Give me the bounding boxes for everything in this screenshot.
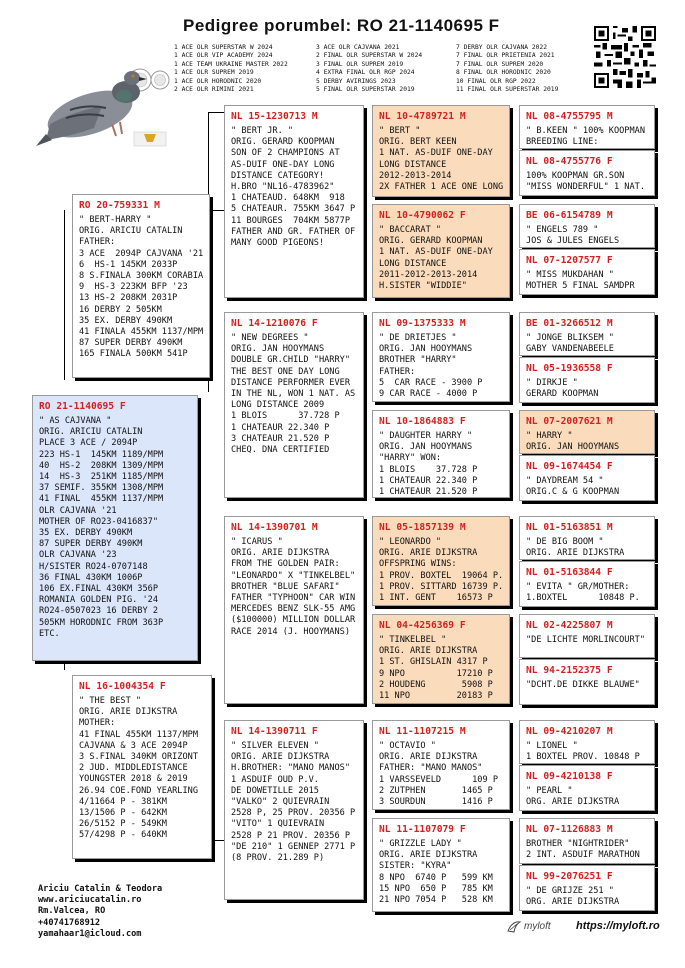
card-line: " BERT JR. " bbox=[231, 126, 294, 136]
ring-number: NL 16-1004354 F bbox=[79, 681, 166, 692]
card-line: ORIG. ARIE DIJKSTRA bbox=[231, 548, 330, 559]
card-line: 1 NAT. AS-DUIF ONE-DAY bbox=[379, 247, 493, 258]
pedigree-card-g4-2[interactable] bbox=[372, 204, 510, 298]
card-line: " OCTAVIO " bbox=[379, 741, 436, 751]
ring-number: NL 94-2152375 F bbox=[526, 665, 613, 676]
card-line: 13/1506 P - 642KM bbox=[79, 808, 167, 819]
card-line: ORIG. GERARD KOOPMAN bbox=[231, 137, 335, 148]
card-line: " MISS MUKDAHAN " bbox=[526, 270, 614, 280]
cup-logo-icon bbox=[134, 132, 166, 146]
pedigree-card-g5-4[interactable] bbox=[519, 249, 655, 295]
card-line: 2X FATHER 1 ACE ONE LONG bbox=[379, 182, 504, 193]
pedigree-card-g4-5[interactable] bbox=[372, 516, 510, 606]
card-line: 8 S.FINALA 300KM CORABIA bbox=[79, 271, 204, 282]
card-line: " DE GRIJZE 251 " bbox=[526, 886, 614, 896]
card-line: " AS CAJVANA " bbox=[39, 416, 112, 426]
card-line: ORG. ARIE DIJKSTRA bbox=[526, 897, 620, 908]
pedigree-card-g5-14[interactable] bbox=[519, 765, 655, 811]
owner-website[interactable]: www.ariciucatalin.ro bbox=[38, 895, 142, 906]
card-line: 1.BOXTEL 10848 P. bbox=[526, 593, 640, 604]
pedigree-card-g5-13[interactable] bbox=[519, 720, 655, 764]
card-line: " DE BIG BOOM " bbox=[526, 537, 604, 547]
achievement: 1 ACE OLR SUPREM 2019 bbox=[174, 69, 254, 77]
ring-number: NL 14-1390711 F bbox=[231, 726, 318, 737]
card-line: " JONGE BLIKSEM " bbox=[526, 333, 614, 343]
card-line: " TINKELBEL " bbox=[379, 635, 447, 645]
card-line: " DAUGHTER HARRY " bbox=[379, 431, 473, 441]
card-line: 11 BOURGES 704KM 5877P bbox=[231, 215, 350, 226]
owner-phone[interactable]: +40741768912 bbox=[38, 917, 101, 928]
card-line: 21 NPO 7054 P 528 KM bbox=[379, 895, 493, 906]
card-line: 3 ACE 2094P CAJVANA '21 bbox=[79, 248, 204, 259]
card-line: " ENGELS 789 " bbox=[526, 225, 599, 235]
owner-contact bbox=[38, 884, 162, 940]
card-line: 36 FINAL 430KM 1006P bbox=[39, 572, 143, 583]
card-line: " BERT-HARRY " bbox=[79, 215, 152, 225]
card-line: 1 BOXTEL PROV. 10848 P bbox=[526, 752, 640, 763]
pedigree-card-g4-1[interactable] bbox=[372, 105, 510, 197]
card-line: " GRIZZLE LADY " bbox=[379, 839, 462, 849]
ring-number: NL 05-1857139 M bbox=[379, 522, 466, 533]
card-line: " LEONARDO " bbox=[379, 537, 442, 547]
card-line: ORIG.C & G KOOPMAN bbox=[526, 487, 620, 498]
ring-number: NL 07-1126883 M bbox=[526, 824, 613, 835]
achievement: 11 FINAL OLR SUPERSTAR 2019 bbox=[456, 86, 559, 94]
pedigree-card-g5-9[interactable] bbox=[519, 516, 655, 560]
card-line: GABY VANDENABEELE bbox=[526, 344, 614, 355]
achievement: 2 ACE OLR RIMINI 2021 bbox=[174, 86, 254, 94]
card-line: " B.KEEN " 100% KOOPMAN bbox=[526, 126, 645, 136]
ring-number: BE 01-3266512 M bbox=[526, 318, 613, 329]
achievement: 8 FINAL OLR HORODNIC 2020 bbox=[456, 69, 551, 77]
card-line: 35 EX. DERBY 490KM bbox=[39, 528, 133, 539]
card-line: 223 HS-1 145KM 1189/MPM bbox=[39, 449, 164, 460]
card-line: 40 HS-2 208KM 1309/MPM bbox=[39, 460, 164, 471]
card-line: 1 PROV. BOXTEL 19064 P. bbox=[379, 570, 504, 581]
ring-number: NL 08-4755795 M bbox=[526, 111, 613, 122]
card-line: H.BRO "NL16-4783962" bbox=[231, 182, 335, 193]
card-line: 1 BLOIS 37.728 P bbox=[379, 464, 478, 475]
card-line: FROM THE GOLDEN PAIR: bbox=[231, 559, 340, 570]
card-line: 9 CAR RACE - 4000 P bbox=[379, 389, 478, 400]
card-line: SON OF 2 CHAMPIONS AT bbox=[231, 148, 340, 159]
pedigree-card-subject[interactable] bbox=[32, 395, 198, 661]
pedigree-card-g4-3[interactable] bbox=[372, 312, 510, 402]
ring-number: RO 20-759331 M bbox=[79, 200, 160, 211]
card-line: JOS & JULES ENGELS bbox=[526, 236, 620, 247]
card-line: SISTER: "KYRA" bbox=[379, 861, 452, 872]
card-line: GERARD KOOPMAN bbox=[526, 389, 599, 400]
card-line: YOUNGSTER 2018 & 2019 bbox=[79, 774, 188, 785]
card-line: 15 NPO 650 P 785 KM bbox=[379, 883, 493, 894]
card-line: 3 S.FINAL 340KM ORIZONT bbox=[79, 752, 198, 763]
card-line: BROTHER "NIGHTRIDER" bbox=[526, 839, 630, 849]
pedigree-card-father[interactable] bbox=[72, 194, 210, 378]
ring-number: NL 10-4789721 M bbox=[379, 111, 466, 122]
achievements-col-3 bbox=[456, 44, 558, 94]
card-line: ($100000) MILLION DOLLAR bbox=[231, 615, 356, 626]
card-line: " THE BEST " bbox=[79, 696, 142, 706]
pedigree-card-g5-10[interactable] bbox=[519, 561, 655, 607]
card-line: ORIG. JAN HOOYMANS bbox=[526, 442, 620, 453]
ring-number: NL 07-2007621 M bbox=[526, 416, 613, 427]
card-line: "DE LICHTE MORLINCOURT" bbox=[526, 635, 645, 645]
card-line: 100% KOOPMAN GR.SON bbox=[526, 171, 625, 181]
achievement: 1 ACE OLR VIP ACADEMY 2024 bbox=[174, 52, 273, 60]
ring-number: RO 21-1140695 F bbox=[39, 401, 126, 412]
brand-name: myloft bbox=[524, 921, 551, 932]
card-line: 41 FINALA 455KM 1137/MPM bbox=[79, 327, 204, 338]
card-line: MANY GOOD PIGEONS! bbox=[231, 238, 325, 249]
card-line: LONG DISTANCE bbox=[379, 159, 447, 170]
achievement: 5 FINAL OLR SUPERSTAR 2019 bbox=[316, 86, 415, 94]
card-line: 9 NPO 17210 P bbox=[379, 668, 493, 679]
ring-number: NL 10-4790062 F bbox=[379, 210, 466, 221]
pedigree-card-g4-4[interactable] bbox=[372, 410, 510, 498]
card-line: 14 HS-3 251KM 1185/MPM bbox=[39, 472, 164, 483]
card-line: " DIRKJE " bbox=[526, 378, 578, 388]
card-line: MOTHER 5 FINAL SAMDPR bbox=[526, 281, 635, 292]
card-line: 8 NPO 6740 P 599 KM bbox=[379, 872, 493, 883]
card-line: 3 SOURDUN 1416 P bbox=[379, 797, 493, 808]
card-line: 37 SEMIF. 355KM 1308/MPM bbox=[39, 483, 164, 494]
card-line: 1 NAT. AS-DUIF ONE-DAY bbox=[379, 148, 493, 159]
card-line: MOTHER: bbox=[79, 718, 116, 729]
card-line: 4/11664 P - 381KM bbox=[79, 796, 167, 807]
ring-number: NL 08-4755776 F bbox=[526, 156, 613, 167]
ring-number: NL 14-1390701 M bbox=[231, 522, 318, 533]
card-line: 505KM HORODNIC FROM 363P bbox=[39, 617, 164, 628]
pedigree-card-g5-7[interactable] bbox=[519, 410, 655, 454]
pedigree-card-g5-12[interactable] bbox=[519, 659, 655, 705]
card-line: OFFSPRING WINS: bbox=[379, 559, 457, 570]
card-line: ORIG. BERT KEEN bbox=[379, 137, 457, 148]
card-line: "MISS WONDERFUL" 1 NAT. bbox=[526, 182, 645, 193]
card-line: ORIG. GERARD KOOPMAN bbox=[379, 236, 483, 247]
achievement: 4 EXTRA FINAL OLR RGP 2024 bbox=[316, 69, 415, 77]
card-line: 2 HOUDENG 5908 P bbox=[379, 679, 493, 690]
card-line: 1 ST. GHISLAIN 4317 P bbox=[379, 657, 488, 668]
pedigree-card-mm[interactable] bbox=[224, 720, 364, 900]
card-line: 87 SUPER DERBY 490KM bbox=[39, 539, 143, 550]
card-line: "HARRY" WON: bbox=[379, 453, 442, 464]
ring-number: NL 01-5163851 M bbox=[526, 522, 613, 533]
brand-url[interactable]: https://myloft.ro bbox=[576, 920, 660, 932]
achievement: 1 ACE TEAM UKRAINE MASTER 2022 bbox=[174, 60, 288, 68]
card-line: LONG DISTANCE bbox=[379, 258, 447, 269]
card-line: MOTHER OF RO23-0416837" bbox=[39, 516, 158, 527]
card-line: 2 JUD. MIDDLEDISTANCE bbox=[79, 763, 188, 774]
pedigree-card-g5-5[interactable] bbox=[519, 312, 655, 356]
card-line: FATHER "TYPHOON" CAR WIN bbox=[231, 593, 356, 604]
card-line: ORIG. ARICIU CATALIN bbox=[79, 226, 183, 237]
card-line: PLACE 3 ACE / 2094P bbox=[39, 438, 138, 449]
achievement: 10 FINAL OLR RGP 2022 bbox=[456, 77, 536, 85]
ring-number: NL 09-1375333 M bbox=[379, 318, 466, 329]
card-line: 11 NPO 20183 P bbox=[379, 691, 493, 702]
achievement: 7 DERBY OLR CAJVANA 2022 bbox=[456, 44, 547, 51]
card-line: " LIONEL " bbox=[526, 741, 578, 751]
card-line: DISTANCE CATEGORY! bbox=[231, 170, 325, 181]
owner-name: Ariciu Catalin & Teodora bbox=[38, 884, 163, 894]
card-line: 165 FINALA 500KM 541P bbox=[79, 349, 188, 360]
card-line: 5 CHATEAUR. 755KM 3647 P bbox=[231, 204, 356, 215]
ring-number: NL 10-1864883 F bbox=[379, 416, 466, 427]
card-line: ORIG. JAN HOOYMANS bbox=[379, 344, 473, 355]
pedigree-card-g4-8[interactable] bbox=[372, 818, 510, 912]
card-line: "DCHT.DE DIKKE BLAUWE" bbox=[526, 680, 640, 690]
card-line: BREEDING LINE: bbox=[526, 137, 599, 148]
card-line: " SILVER ELEVEN " bbox=[231, 741, 319, 751]
card-line: FATHER AND GR. FATHER OF bbox=[231, 226, 356, 237]
owner-location: Rm.Valcea, RO bbox=[38, 906, 106, 917]
ring-number: NL 11-1107079 F bbox=[379, 824, 466, 835]
card-line: " BACCARAT " bbox=[379, 225, 442, 235]
card-line: "LEONARDO" X "TINKELBEL" bbox=[231, 570, 356, 581]
card-line: AS-DUIF ONE-DAY LONG bbox=[231, 159, 335, 170]
card-line: H.BROTHER: "MANO MANOS" bbox=[231, 763, 350, 774]
card-line: " ICARUS " bbox=[231, 537, 283, 547]
card-line: CAJVANA & 3 ACE 2094P bbox=[79, 740, 188, 751]
pedigree-card-g5-8[interactable] bbox=[519, 455, 655, 501]
card-line: 1 CHATEAUR 22.340 P bbox=[379, 475, 478, 486]
card-line: 57/4298 P - 640KM bbox=[79, 830, 167, 841]
card-line: 1 ASDUIF OUD P.V. bbox=[231, 774, 319, 785]
card-line: 2 INT. ASDUIF MARATHON bbox=[526, 850, 640, 861]
card-line: ORIG. ARIE DIJKSTRA bbox=[79, 707, 178, 718]
owner-email[interactable]: yamahaar1@icloud.com bbox=[38, 928, 142, 939]
card-line: 5 CAR RACE - 3900 P bbox=[379, 377, 483, 388]
card-line: BROTHER "BLUE SAFARI" bbox=[231, 581, 340, 592]
card-line: IN THE NL, WON 1 NAT. AS bbox=[231, 389, 356, 400]
ring-number: NL 05-1936558 F bbox=[526, 363, 613, 374]
card-line: 1 INT. GENT 16573 P bbox=[379, 593, 493, 604]
ring-number: NL 09-4210138 F bbox=[526, 771, 613, 782]
card-line: 26/5152 P - 549KM bbox=[79, 819, 167, 830]
achievement: 1 ACE OLR SUPERSTAR W 2024 bbox=[174, 44, 273, 51]
card-line: 1 BLOIS 37.728 P bbox=[231, 411, 340, 422]
ring-number: NL 14-1210076 F bbox=[231, 318, 318, 329]
pigeon-photo bbox=[32, 54, 172, 152]
pedigree-card-g5-11[interactable] bbox=[519, 614, 655, 658]
pedigree-card-g5-2[interactable] bbox=[519, 150, 655, 196]
card-line: RACE 2014 (J. HOOYMANS) bbox=[231, 626, 350, 637]
card-line: 41 FINAL 455KM 1137/MPM bbox=[39, 494, 164, 505]
card-line: H/SISTER RO24-0707148 bbox=[39, 561, 148, 572]
card-line: ORIG. ARICIU CATALIN bbox=[39, 427, 143, 438]
card-line: 87 SUPER DERBY 490KM bbox=[79, 338, 183, 349]
ring-number: NL 04-4256369 F bbox=[379, 620, 466, 631]
card-line: THE BEST ONE DAY LONG bbox=[231, 366, 340, 377]
card-line: FATHER: bbox=[379, 366, 416, 377]
card-line: 2011-2012-2013-2014 bbox=[379, 269, 478, 280]
card-line: " PEARL " bbox=[526, 786, 573, 796]
pedigree-card-g4-6[interactable] bbox=[372, 614, 510, 704]
card-line: " NEW DEGREES " bbox=[231, 333, 309, 343]
achievement: 5 DERBY AVIRINGS 2023 bbox=[316, 77, 396, 85]
card-line: 9 HS-3 223KM BFP '23 bbox=[79, 282, 188, 293]
pedigree-card-g4-7[interactable] bbox=[372, 720, 510, 810]
card-line: ORG. ARIE DIJKSTRA bbox=[526, 797, 620, 808]
card-line: 3 CHATEAUR 21.520 P bbox=[231, 433, 330, 444]
pedigree-card-g5-1[interactable] bbox=[519, 105, 655, 149]
card-line: BROTHER "HARRY" bbox=[379, 355, 457, 366]
card-line: OLR CAJVANA '23 bbox=[39, 550, 117, 561]
card-line: DISTANCE PERFORMER EVER bbox=[231, 377, 350, 388]
card-line: 1 CHATEAUR 22.340 P bbox=[231, 422, 330, 433]
card-line: 2012-2013-2014 bbox=[379, 170, 452, 181]
ring-number: BE 06-6154789 M bbox=[526, 210, 613, 221]
card-line: ROMANIA GOLDEN PIG. '24 bbox=[39, 595, 158, 606]
card-line: 2 ZUTPHEN 1465 P bbox=[379, 785, 493, 796]
card-line: 1 CHATEAUR 21.520 P bbox=[379, 487, 478, 498]
ring-number: NL 02-4225807 M bbox=[526, 620, 613, 631]
pedigree-card-g5-16[interactable] bbox=[519, 865, 655, 911]
card-line: "VITO" 1 QUIEVRAIN bbox=[231, 819, 325, 830]
pedigree-card-g5-6[interactable] bbox=[519, 357, 655, 403]
achievements-col-2 bbox=[316, 44, 422, 94]
card-line: MERCEDES BENZ SLK-55 AMG bbox=[231, 604, 356, 615]
achievement: 7 FINAL OLR PRIETENIA 2021 bbox=[456, 52, 555, 60]
card-line: 41 FINAL 455KM 1137/MPM bbox=[79, 729, 198, 740]
card-line: " HARRY " bbox=[526, 431, 573, 441]
ring-number: NL 09-1674454 F bbox=[526, 461, 613, 472]
achievement: 2 FINAL OLR SUPERSTAR W 2024 bbox=[316, 52, 423, 60]
card-line: ORIG. JAN HOOYMANS bbox=[231, 344, 325, 355]
achievement: 7 FINAL OLR SUPREM 2020 bbox=[456, 60, 544, 68]
achievement: 3 FINAL OLR SUPREM 2019 bbox=[316, 60, 404, 68]
pedigree-card-mother[interactable] bbox=[72, 675, 212, 859]
card-line: 106 EX.FINAL 430KM 356P bbox=[39, 584, 158, 595]
card-line: ETC. bbox=[39, 628, 60, 639]
card-line: RO24-0507023 16 DERBY 2 bbox=[39, 606, 158, 617]
card-line: FATHER: bbox=[79, 237, 116, 248]
pedigree-card-mf[interactable] bbox=[224, 516, 364, 704]
card-line: LONG DISTANCE 2009 bbox=[231, 400, 325, 411]
ring-number: NL 09-4210207 M bbox=[526, 726, 613, 737]
card-line: (8 PROV. 21.289 P) bbox=[231, 853, 325, 864]
card-line: DE DOWETILLE 2015 bbox=[231, 785, 319, 796]
card-line: " DAYDREAM 54 " bbox=[526, 476, 604, 486]
card-line: FATHER: "MANO MANOS" bbox=[379, 763, 483, 774]
card-line: ORIG. ARIE DIJKSTRA bbox=[526, 548, 625, 559]
qr-code-icon[interactable] bbox=[594, 26, 656, 88]
card-line: ORIG. ARIE DIJKSTRA bbox=[379, 646, 478, 657]
card-line: "VALKO" 2 QUIEVRAIN bbox=[231, 797, 330, 808]
card-line: 26.94 COE.FOND YEARLING bbox=[79, 785, 198, 796]
pedigree-card-fm[interactable] bbox=[224, 312, 364, 498]
card-line: ORIG. ARIE DIJKSTRA bbox=[379, 548, 478, 559]
card-line: ORIG. JAN HOOYMANS bbox=[379, 442, 473, 453]
ring-number: NL 07-1207577 F bbox=[526, 255, 613, 266]
card-line: DOUBLE GR.CHILD "HARRY" bbox=[231, 355, 350, 366]
pedigree-card-g5-15[interactable] bbox=[519, 818, 655, 864]
pedigree-card-ff[interactable] bbox=[224, 105, 364, 298]
card-line: 1 CHATEAUD. 648KM 918 bbox=[231, 193, 345, 204]
card-line: 13 HS-2 208KM 2031P bbox=[79, 293, 178, 304]
card-line: ORIG. ARIE DIJKSTRA bbox=[379, 752, 478, 763]
card-line: CHEQ. DNA CERTIFIED bbox=[231, 445, 330, 456]
card-line: OLR CAJVANA '21 bbox=[39, 505, 117, 516]
card-line: "DE 210" 1 GENNEP 2771 P bbox=[231, 841, 356, 852]
card-line: 6 HS-1 145KM 2033P bbox=[79, 259, 178, 270]
ring-number: NL 01-5163844 F bbox=[526, 567, 613, 578]
card-line: H.SISTER "WIDDIE" bbox=[379, 281, 467, 292]
card-line: 35 EX. DERBY 490KM bbox=[79, 315, 173, 326]
card-line: ORIG. ARIE DIJKSTRA bbox=[379, 850, 478, 861]
card-line: 1 VARSSEVELD 109 P bbox=[379, 774, 498, 785]
ring-number: NL 99-2076251 F bbox=[526, 871, 613, 882]
card-line: 2528 P, 25 PROV. 20356 P bbox=[231, 808, 356, 819]
card-line: " EVITA " GR/MOTHER: bbox=[526, 582, 630, 592]
card-line: " DE DRIETJES " bbox=[379, 333, 457, 343]
ring-number: NL 15-1230713 M bbox=[231, 111, 318, 122]
achievements-col-1 bbox=[174, 44, 288, 94]
myloft-logo-icon bbox=[506, 919, 522, 935]
achievement: 3 ACE OLR CAJVANA 2021 bbox=[316, 44, 400, 51]
pedigree-card-g5-3[interactable] bbox=[519, 204, 655, 248]
card-line: " BERT " bbox=[379, 126, 421, 136]
card-line: 16 DERBY 2 505KM bbox=[79, 304, 162, 315]
card-line: ORIG. ARIE DIJKSTRA bbox=[231, 752, 330, 763]
card-line: 1 PROV. SITTARD 16739 P. bbox=[379, 581, 504, 592]
achievement: 1 ACE OLR HORODNIC 2020 bbox=[174, 77, 262, 85]
card-line: 2528 P 21 PROV. 20356 P bbox=[231, 830, 350, 841]
ring-number: NL 11-1107215 M bbox=[379, 726, 466, 737]
page-title: Pedigree porumbel: RO 21-1140695 F bbox=[183, 16, 500, 35]
